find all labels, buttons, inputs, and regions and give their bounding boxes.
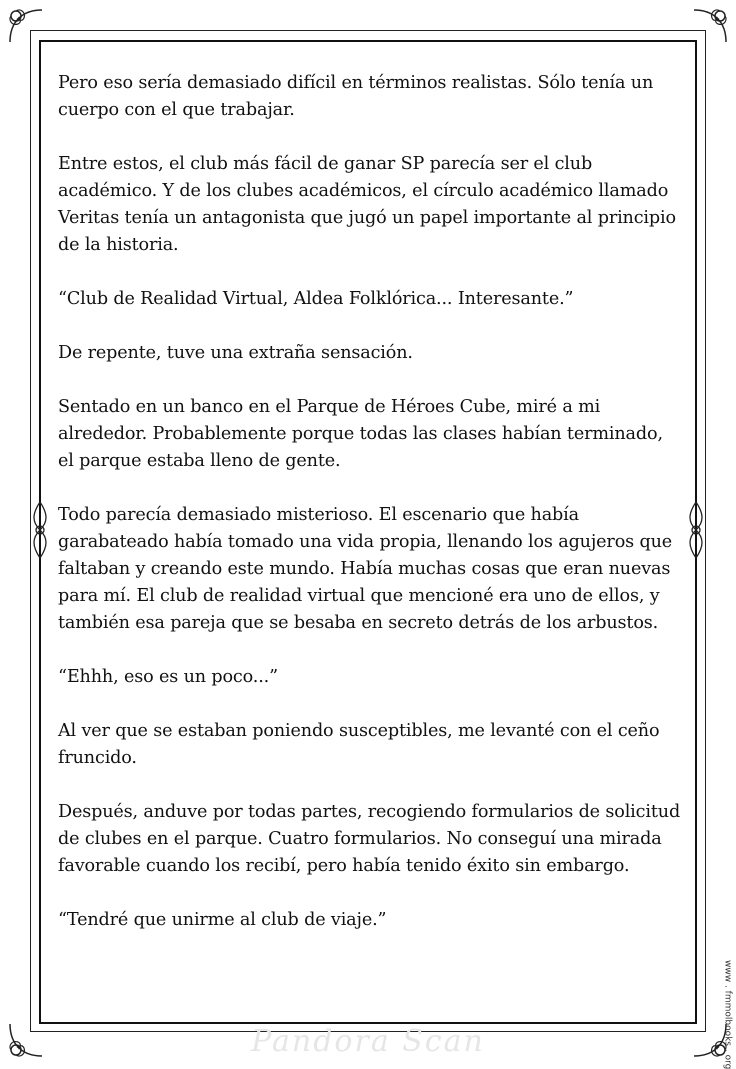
site-url-label: www . fmmolbooks . org <box>722 960 732 1069</box>
corner-flourish-icon <box>690 6 730 46</box>
paragraph: Todo parecía demasiado misterioso. El escenario que había garabateado había tomado una vida propia, llenando los agujeros que faltaban y creando este mundo. Había muchas cosas que eran nuevas para mí. El club de realidad virtual que mencioné era uno de ellos, y también esa pareja que se besaba en secreto detrás de los arbustos. <box>58 505 673 633</box>
paragraph: “Ehhh, eso es un poco...” <box>58 667 278 687</box>
corner-flourish-icon <box>6 6 46 46</box>
scan-watermark: Pandora Scan <box>251 1024 485 1059</box>
paragraph: Sentado en un banco en el Parque de Héroes Cube, miré a mi alrededor. Probablemente porque todas las clases habían terminado, el parque estaba lleno de gente. <box>58 397 663 471</box>
paragraph: Al ver que se estaban poniendo susceptibles, me levanté con el ceño fruncido. <box>58 721 660 768</box>
side-medallion-icon <box>28 500 52 560</box>
paragraph: De repente, tuve una extraña sensación. <box>58 343 413 363</box>
paragraph: Después, anduve por todas partes, recogiendo formularios de solicitud de clubes en el parque. Cuatro formularios. No conseguí una mirada favorable cuando los recibí, pero había tenido éxito sin embargo. <box>58 802 681 876</box>
page-body-text <box>58 70 683 961</box>
paragraph: “Tendré que unirme al club de viaje.” <box>58 910 387 930</box>
side-medallion-icon <box>684 500 708 560</box>
paragraph: “Club de Realidad Virtual, Aldea Folklórica... Interesante.” <box>58 289 574 309</box>
paragraph: Pero eso sería demasiado difícil en términos realistas. Sólo tenía un cuerpo con el que trabajar. <box>58 73 654 120</box>
paragraph: Entre estos, el club más fácil de ganar SP parecía ser el club académico. Y de los clubes académicos, el círculo académico llamado Veritas tenía un antagonista que jugó un papel importante al principio de la historia. <box>58 154 676 255</box>
